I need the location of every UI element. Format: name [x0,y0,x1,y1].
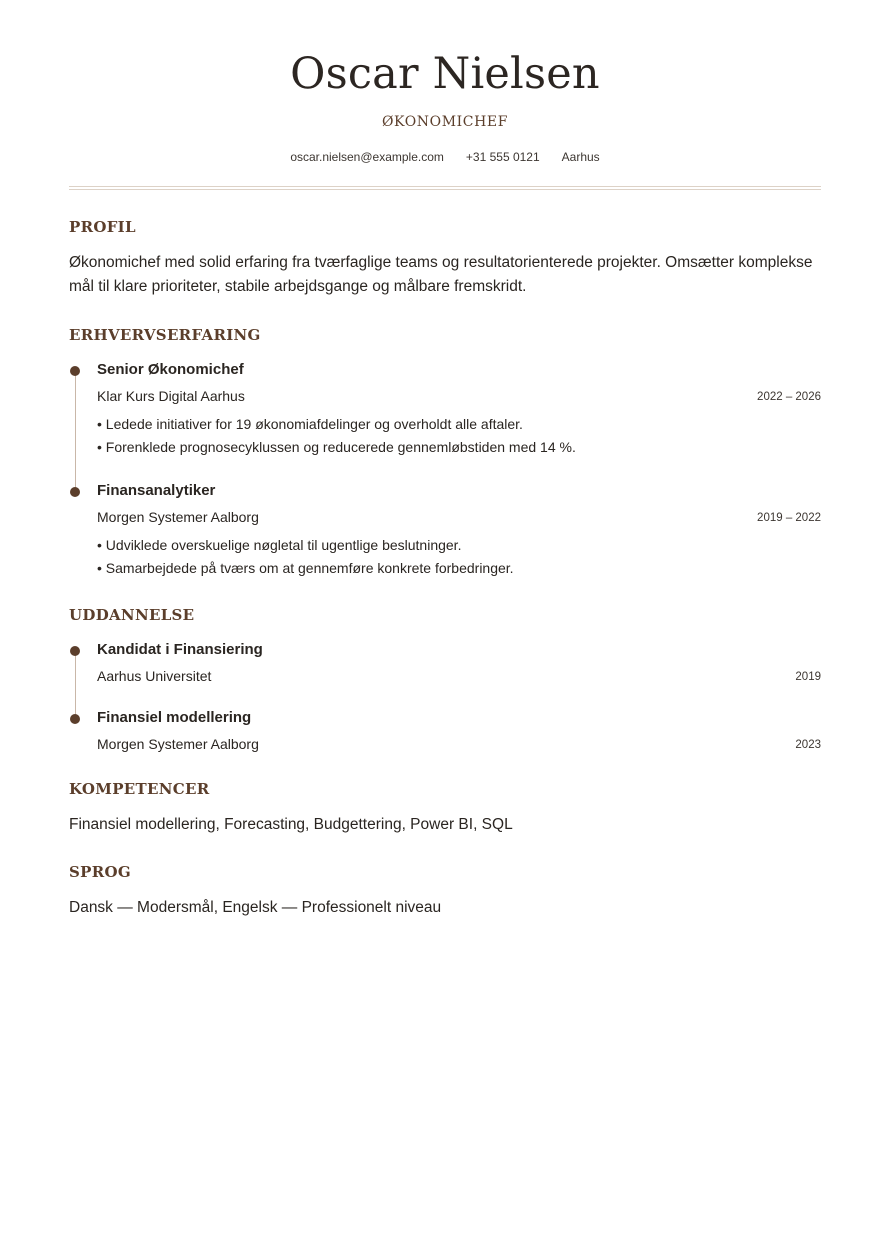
education-item-org: Aarhus Universitet [97,668,212,684]
education-timeline-line [75,651,76,718]
section-heading-skills: KOMPETENCER [69,780,210,798]
experience-timeline-line [75,371,76,491]
experience-item-org: Morgen Systemer Aalborg [97,509,259,525]
contact-location: Aarhus [561,150,600,164]
education-item-title: Kandidat i Finansiering [97,641,263,658]
contact-line [0,149,890,165]
experience-item-title: Senior Økonomichef [97,361,244,378]
experience-item-dates: 2019 – 2022 [757,512,821,524]
timeline-dot [70,646,80,656]
timeline-dot [70,487,80,497]
contact-phone: +31 555 0121 [465,150,540,164]
person-name: Oscar Nielsen [290,49,600,99]
timeline-dot [70,714,80,724]
experience-item-org: Klar Kurs Digital Aarhus [97,388,245,404]
section-heading-languages: SPROG [69,863,131,881]
timeline-dot [70,366,80,376]
section-heading-education: UDDANNELSE [69,606,195,624]
section-heading-profile: PROFIL [69,218,136,236]
skills-text: Finansiel modellering, Forecasting, Budgettering, Power BI, SQL [69,816,513,833]
experience-item-bullet: • Forenklede prognosecyklussen og reducerede gennemløbstiden med 14 %. [97,437,576,457]
section-heading-experience: ERHVERVSERFARING [69,326,261,344]
experience-item-bullet: • Udviklede overskuelige nøgletal til ugentlige beslutninger. [97,535,461,555]
education-item-dates: 2019 [795,671,821,683]
education-item-title: Finansiel modellering [97,709,252,726]
job-title: ØKONOMICHEF [381,114,509,130]
experience-item-bullet: • Ledede initiativer for 19 økonomiafdelinger og overholdt alle aftaler. [97,414,523,434]
education-item-dates: 2023 [795,739,821,751]
experience-item-title: Finansanalytiker [97,482,216,499]
header-divider [69,186,821,190]
experience-item-bullet: • Samarbejdede på tværs om at gennemføre konkrete forbedringer. [97,558,514,578]
profile-text: Økonomichef med solid erfaring fra tværfaglige teams og resultatorienterede projekter. Omsætter komplekse mål til klare prioriteter, stabile arbejdsgange og målbare fremskridt. [69,254,813,295]
resume-header [0,0,890,165]
education-item-org: Morgen Systemer Aalborg [97,736,259,752]
contact-email: oscar.nielsen@example.com [290,150,444,164]
experience-item-dates: 2022 – 2026 [757,391,821,403]
languages-text: Dansk — Modersmål, Engelsk — Professionelt niveau [69,899,442,916]
